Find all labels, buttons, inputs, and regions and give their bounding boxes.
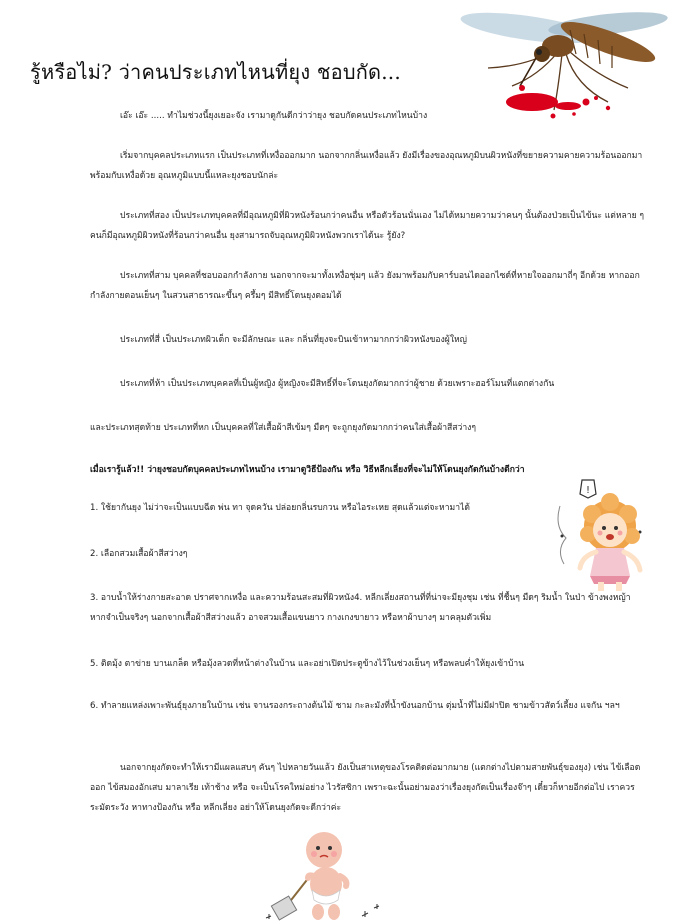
type-five-paragraph: [90, 374, 645, 394]
type-three-text: ประเภทที่สาม บุคคลที่ชอบออกกำลังกาย นอกจากจะมาทั้งเหงื่อชุ่มๆ แล้ว ยังมาพร้อมกับคาร์บอนไดออกไซด์ที่หายใจออกมาถี่ๆ อีกด้วย หากออกกำลังกายตอนเย็นๆ ในสวนสาธารณะขึ้นๆ ครึ้มๆ มีสิทธิ์โดนยุงตอมได้: [90, 271, 640, 301]
page-title: รู้หรือไม่? ว่าคนประเภทไหนที่ยุง ชอบกัด...: [30, 60, 401, 84]
baby-with-swatter-cartoon: [262, 828, 390, 923]
type-six-paragraph: [90, 418, 645, 438]
tip-six: [90, 696, 645, 716]
type-one-text: เริ่มจากบุคคลประเภทแรก เป็นประเภทที่เหงื่อออกมาก นอกจากกลิ่นเหงื่อแล้ว ยังมีเรื่องของอุณหภูมิบนผิวหนังที่ขยายความคายความร้อนออกมาพร้อมกับเหงื่อด้วย อุณหภูมิแบบนี้แหละยุงชอบนักล่ะ: [90, 151, 643, 181]
tip-three-four: [90, 588, 645, 628]
intro-text: เอ๊ะ เอ๊ะ ..... ทำไมช่วงนี้ยุงเยอะจัง เรามาดูกันดีกว่าว่ายุง ชอบกัดคนประเภทไหนบ้าง: [120, 111, 428, 121]
closing-text: นอกจากยุงกัดจะทำให้เรามีแผลแสบๆ คันๆ ไปหลายวันแล้ว ยังเป็นสาเหตุของโรคติดต่อมากมาย (แตกต่างไปตามสายพันธุ์ของยุง) เช่น ไข้เลือดออก ไข้สมองอักเสบ มาลาเรีย เท้าช้าง หรือ จะเป็นโรคใหม่อย่าง ไวรัสซิกา เพราะฉะนั้นอย่ามองว่าเรื่องยุงกัดเป็นเรื่องจ๊าๆ เดี๋ยวก็หายอีกต่อไป เราควรระมัดระวัง หาทางป้องกัน หรือ หลีกเลี่ยง อย่าให้โดนยุงกัดจะดีกว่าค่ะ: [90, 763, 641, 813]
intro-paragraph: [90, 106, 645, 126]
tip-six-text: 6. ทำลายแหล่งเพาะพันธุ์ยุงภายในบ้าน เช่น จานรองกระถางต้นไม้ ชาม กะละมังที่น้ำขังนอกบ้าน ตุ่มน้ำที่ไม่มีฝาปิด ชามข้าวสัตว์เลี้ยง แจกัน ฯลฯ: [90, 701, 620, 711]
type-four-paragraph: [90, 330, 645, 350]
type-four-text: ประเภทที่สี่ เป็นประเภทผิวเด็ก จะมีลักษณะ และ กลิ่นที่ยุงจะบินเข้าหามากกว่าผิวหนังของผู้ใหญ่: [120, 335, 467, 345]
type-one-paragraph: [90, 146, 645, 186]
prevention-heading-text: เมื่อเรารู้แล้ว!! ว่ายุงชอบกัดบุคคลประเภทไหนบ้าง เรามาดูวิธีป้องกัน หรือ วิธีหลีกเลี่ยงที่จะไม่ให้โดนยุงกัดกันบ้างดีกว่า: [90, 465, 525, 475]
type-six-text: และประเภทสุดท้าย ประเภทที่หก เป็นบุคคลที่ใส่เสื้อผ้าสีเข้มๆ มืดๆ จะถูกยุงกัดมากกว่าคนใส่เสื้อผ้าสีสว่างๆ: [90, 423, 476, 433]
tip-five-text: 5. ติดมุ้ง ตาข่าย บานเกล็ด หรือมุ้งลวดที่หน้าต่างในบ้าน และอย่าเปิดประตูข้างไว้ในช่วงเย็นๆ หรือพลบค่ำให้ยุงเข้าบ้าน: [90, 659, 525, 669]
tip-three-four-text: 3. อาบน้ำให้ร่างกายสะอาด ปราศจากเหงื่อ และความร้อนสะสมที่ผิวหนัง4. หลีกเลี่ยงสถานที่ที่น่าจะมียุงชุม เช่น ที่ชื้นๆ มืดๆ ริมน้ำ ในป่า ข้างพงหญ้า หากจำเป็นจริงๆ นอกจากเสื้อผ้าสีสว่างแล้ว อาจสวมเสื้อแขนยาว กางเกงขายาว หรือหาผ้าบางๆ มาคลุมตัวเพิ่ม: [90, 593, 631, 623]
tip-two-text: 2. เลือกสวมเสื้อผ้าสีสว่างๆ: [90, 549, 188, 559]
tip-one: [90, 498, 550, 518]
svg-text:!: !: [585, 485, 591, 496]
type-two-paragraph: [90, 206, 645, 246]
tip-two: [90, 544, 530, 564]
prevention-heading: [90, 460, 570, 480]
tip-one-text: 1. ใช้ยากันยุง ไม่ว่าจะเป็นแบบฉีด พ่น ทา จุดควัน ปล่อยกลิ่นรบกวน หรือไอระเหย สุดแล้วแต่จะหามาได้: [90, 503, 470, 513]
type-three-paragraph: [90, 266, 645, 306]
itchy-girl-cartoon: [552, 476, 650, 592]
tip-five: [90, 654, 645, 674]
closing-paragraph: [90, 758, 645, 818]
type-five-text: ประเภทที่ห้า เป็นประเภทบุคคลที่เป็นผู้หญิง ผู้หญิงจะมีสิทธิ์ที่จะโดนยุงกัดมากกว่าผู้ชาย ด้วยเพราะฮอร์โมนที่แตกต่างกัน: [120, 379, 555, 389]
type-two-text: ประเภทที่สอง เป็นประเภทบุคคลที่มีอุณหภูมิที่ผิวหนังร้อนกว่าคนอื่น หรือตัวร้อนนั่นเอง ไม่ได้หมายความว่าคนๆ นั้นต้องป่วยเป็นไข้นะ แต่หลาย ๆ คนก็มีอุณหภูมิผิวหนังที่ร้อนกว่าคนอื่น ยุงสามารถจับอุณหภูมิผิวหนังพวกเราได้นะ รู้ยัง?: [90, 211, 645, 241]
